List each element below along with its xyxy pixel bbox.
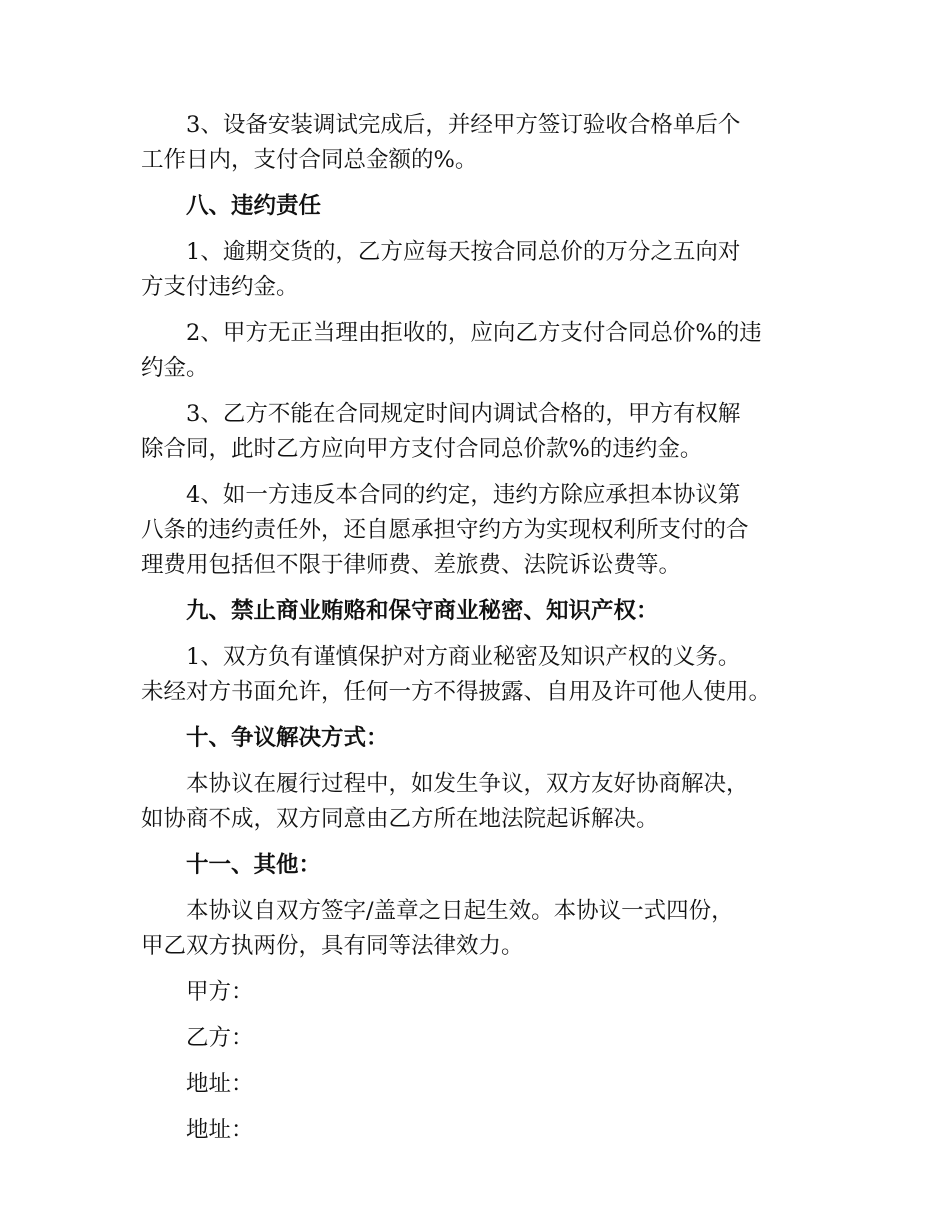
text-line: 本协议自双方签字/盖章之日起生效。本协议一式四份，	[186, 898, 734, 924]
text-line: 1、双方负有谨慎保护对方商业秘密及知识产权的义务。	[186, 644, 741, 670]
text-line: 甲乙双方执两份，具有同等法律效力。	[141, 933, 524, 959]
text-line: 方支付违约金。	[141, 274, 299, 300]
text-line: 3、设备安装调试完成后，并经甲方签订验收合格单后个	[186, 112, 741, 138]
text-line: 3、乙方不能在合同规定时间内调试合格的，甲方有权解	[186, 401, 741, 427]
text-line: 工作日内，支付合同总金额的%。	[141, 147, 478, 173]
text-line: 1、逾期交货的，乙方应每天按合同总价的万分之五向对	[186, 239, 741, 265]
clause7-item3	[141, 108, 831, 178]
clause8-item3	[141, 397, 831, 467]
text-line: 理费用包括但不限于律师费、差旅费、法院诉讼费等。	[141, 552, 682, 578]
text-line: 本协议在履行过程中，如发生争议，双方友好协商解决，	[186, 771, 749, 797]
clause11-heading: 十一、其他：	[186, 852, 322, 878]
clause10-heading: 十、争议解决方式：	[186, 725, 389, 751]
text-line: 除合同，此时乙方应向甲方支付合同总价款%的违约金。	[141, 436, 703, 462]
clause10-paragraph	[141, 767, 831, 837]
party-a-label: 甲方：	[186, 979, 254, 1005]
clause8-heading: 八、违约责任	[186, 193, 322, 219]
clause9-heading: 九、禁止商业贿赂和保守商业秘密、知识产权：	[186, 598, 659, 624]
clause8-item2	[141, 316, 831, 386]
text-line: 约金。	[141, 355, 209, 381]
document-page	[141, 108, 831, 1159]
address-b-label: 地址：	[186, 1117, 254, 1143]
clause8-item1	[141, 235, 831, 305]
clause11-paragraph	[141, 894, 831, 964]
clause8-item4	[141, 478, 831, 583]
party-b-label: 乙方：	[186, 1025, 254, 1051]
text-line: 八条的违约责任外，还自愿承担守约方为实现权利所支付的合	[141, 517, 749, 543]
address-a-label: 地址：	[186, 1071, 254, 1097]
clause9-item1	[141, 640, 831, 710]
text-line: 如协商不成，双方同意由乙方所在地法院起诉解决。	[141, 806, 659, 832]
text-line: 未经对方书面允许，任何一方不得披露、自用及许可他人使用。	[141, 679, 772, 705]
text-line: 4、如一方违反本合同的约定，违约方除应承担本协议第	[186, 482, 741, 508]
text-line: 2、甲方无正当理由拒收的，应向乙方支付合同总价%的违	[186, 320, 762, 346]
